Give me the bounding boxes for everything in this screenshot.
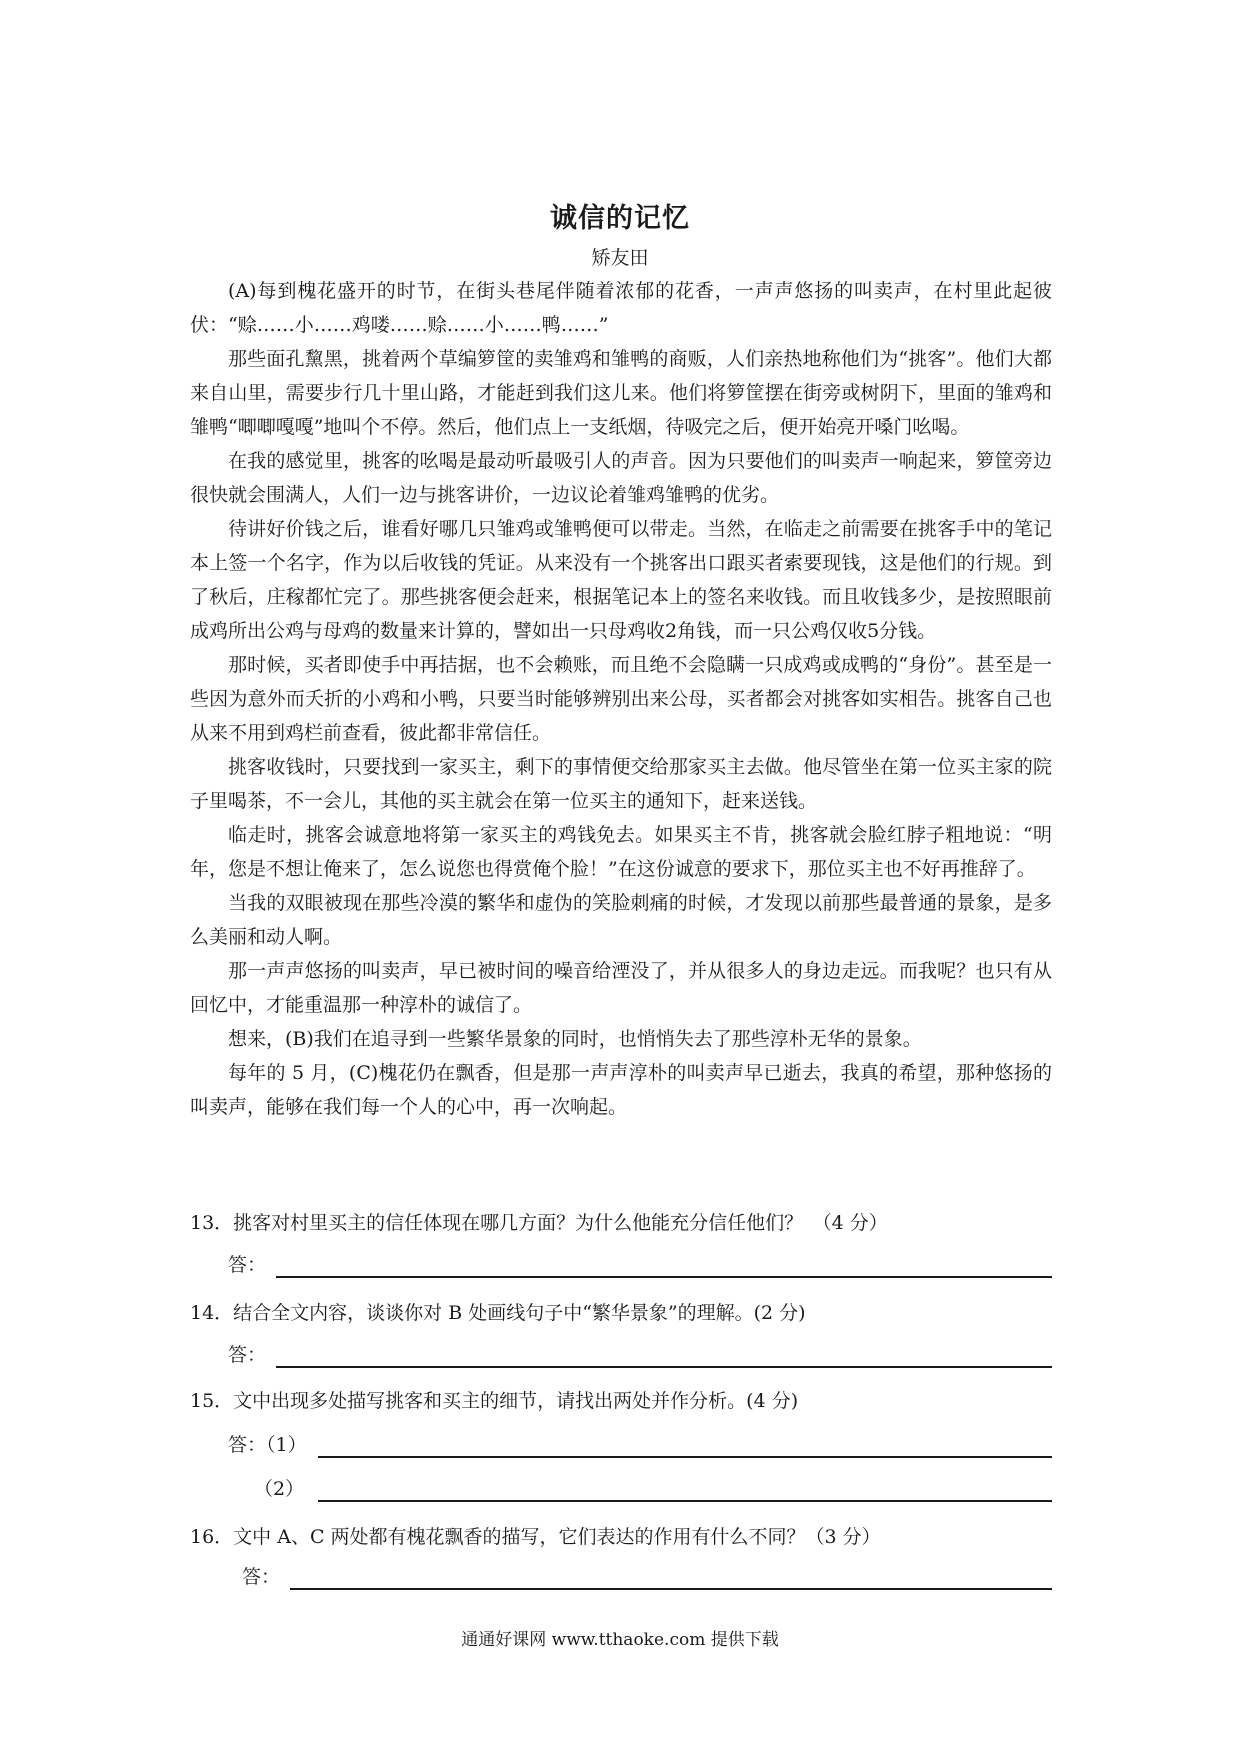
answer-14 (190, 1340, 1052, 1370)
question-14 (190, 1298, 1052, 1328)
answer-15-2 (190, 1474, 1052, 1504)
article-body (190, 274, 1052, 1124)
question-16 (190, 1522, 1052, 1552)
answer-13-line[interactable] (276, 1276, 1052, 1278)
answer-14-line[interactable] (276, 1366, 1052, 1368)
paragraph: 那时候，买者即使手中再拮据，也不会赖账，而且绝不会隐瞒一只成鸡或成鸭的“身份”。甚至是一些因为意外而夭折的小鸡和小鸭，只要当时能够辨别出来公母，买者都会对挑客如实相告。挑客自己也从来不用到鸡栏前查看，彼此都非常信任。 (190, 654, 1052, 744)
answer-15-1 (190, 1430, 1052, 1460)
answer-16 (190, 1562, 1052, 1592)
paragraph: 那一声声悠扬的叫卖声，早已被时间的噪音给湮没了，并从很多人的身边走远。而我呢？也只有从回忆中，才能重温那一种淳朴的诚信了。 (190, 960, 1052, 1016)
paragraph: 那些面孔黧黑，挑着两个草编箩筐的卖雏鸡和雏鸭的商贩，人们亲热地称他们为“挑客”。他们大都来自山里，需要步行几十里山路，才能赶到我们这儿来。他们将箩筐摆在街旁或树阴下，里面的雏鸡和雏鸭“唧唧嘎嘎”地叫个不停。然后，他们点上一支纸烟，待吸完之后，便开始亮开嗓门吆喝。 (190, 348, 1052, 438)
answer-15-2-line[interactable] (318, 1500, 1052, 1502)
paragraph: 在我的感觉里，挑客的吆喝是最动听最吸引人的声音。因为只要他们的叫卖声一响起来，箩筐旁边很快就会围满人，人们一边与挑客讲价，一边议论着雏鸡雏鸭的优劣。 (190, 450, 1052, 506)
paragraph: 待讲好价钱之后，谁看好哪几只雏鸡或雏鸭便可以带走。当然，在临走之前需要在挑客手中的笔记本上签一个名字，作为以后收钱的凭证。从来没有一个挑客出口跟买者索要现钱，这是他们的行规。到了秋后，庄稼都忙完了。那些挑客便会赶来，根据笔记本上的签名来收钱。而且收钱多少，是按照眼前成鸡所出公鸡与母鸡的数量来计算的，譬如出一只母鸡收2角钱，而一只公鸡仅收5分钱。 (190, 518, 1052, 642)
question-13-text: 13．挑客对村里买主的信任体现在哪几方面？为什么他能充分信任他们？ （4 分） (190, 1212, 888, 1234)
paragraph: 当我的双眼被现在那些冷漠的繁华和虚伪的笑脸刺痛的时候，才发现以前那些最普通的景象，是多么美丽和动人啊。 (190, 892, 1052, 948)
question-16-text: 16．文中 A、C 两处都有槐花飘香的描写，它们表达的作用有什么不同？（3 分） (190, 1526, 881, 1548)
answer-label-1: 答：（1） (228, 1434, 307, 1456)
paragraph: (A)每到槐花盛开的时节，在街头巷尾伴随着浓郁的花香，一声声悠扬的叫卖声，在村里此起彼伏：“赊……小……鸡喽……赊……小……鸭……” (190, 280, 1052, 336)
answer-label: 答： (242, 1566, 281, 1588)
question-15 (190, 1386, 1052, 1416)
paragraph: 临走时，挑客会诚意地将第一家买主的鸡钱免去。如果买主不肯，挑客就会脸红脖子粗地说：“明年，您是不想让俺来了，怎么说您也得赏俺个脸！”在这份诚意的要求下，那位买主也不好再推辞了。 (190, 824, 1052, 880)
question-14-text: 14．结合全文内容，谈谈你对 B 处画线句子中“繁华景象”的理解。(2 分) (190, 1302, 806, 1324)
answer-label-2: （2） (254, 1478, 305, 1500)
paragraph: 挑客收钱时，只要找到一家买主，剩下的事情便交给那家买主去做。他尽管坐在第一位买主家的院子里喝茶，不一会儿，其他的买主就会在第一位买主的通知下，赶来送钱。 (190, 756, 1052, 812)
answer-label: 答： (228, 1254, 267, 1276)
paragraph: 每年的 5 月，(C)槐花仍在飘香，但是那一声声淳朴的叫卖声早已逝去，我真的希望，那种悠扬的叫卖声，能够在我们每一个人的心中，再一次响起。 (190, 1062, 1052, 1118)
article-title: 诚信的记忆 (550, 203, 690, 234)
question-13 (190, 1208, 1052, 1238)
answer-13 (190, 1250, 1052, 1280)
page-footer: 通通好课网 www.tthaoke.com 提供下载 (461, 1630, 779, 1650)
paragraph: 想来，(B)我们在追寻到一些繁华景象的同时，也悄悄失去了那些淳朴无华的景象。 (228, 1028, 922, 1050)
answer-16-line[interactable] (290, 1588, 1052, 1590)
answer-15-1-line[interactable] (318, 1456, 1052, 1458)
article-author: 矫友田 (591, 247, 649, 269)
question-15-text: 15．文中出现多处描写挑客和买主的细节，请找出两处并作分析。(4 分) (190, 1390, 799, 1412)
answer-label: 答： (228, 1344, 267, 1366)
